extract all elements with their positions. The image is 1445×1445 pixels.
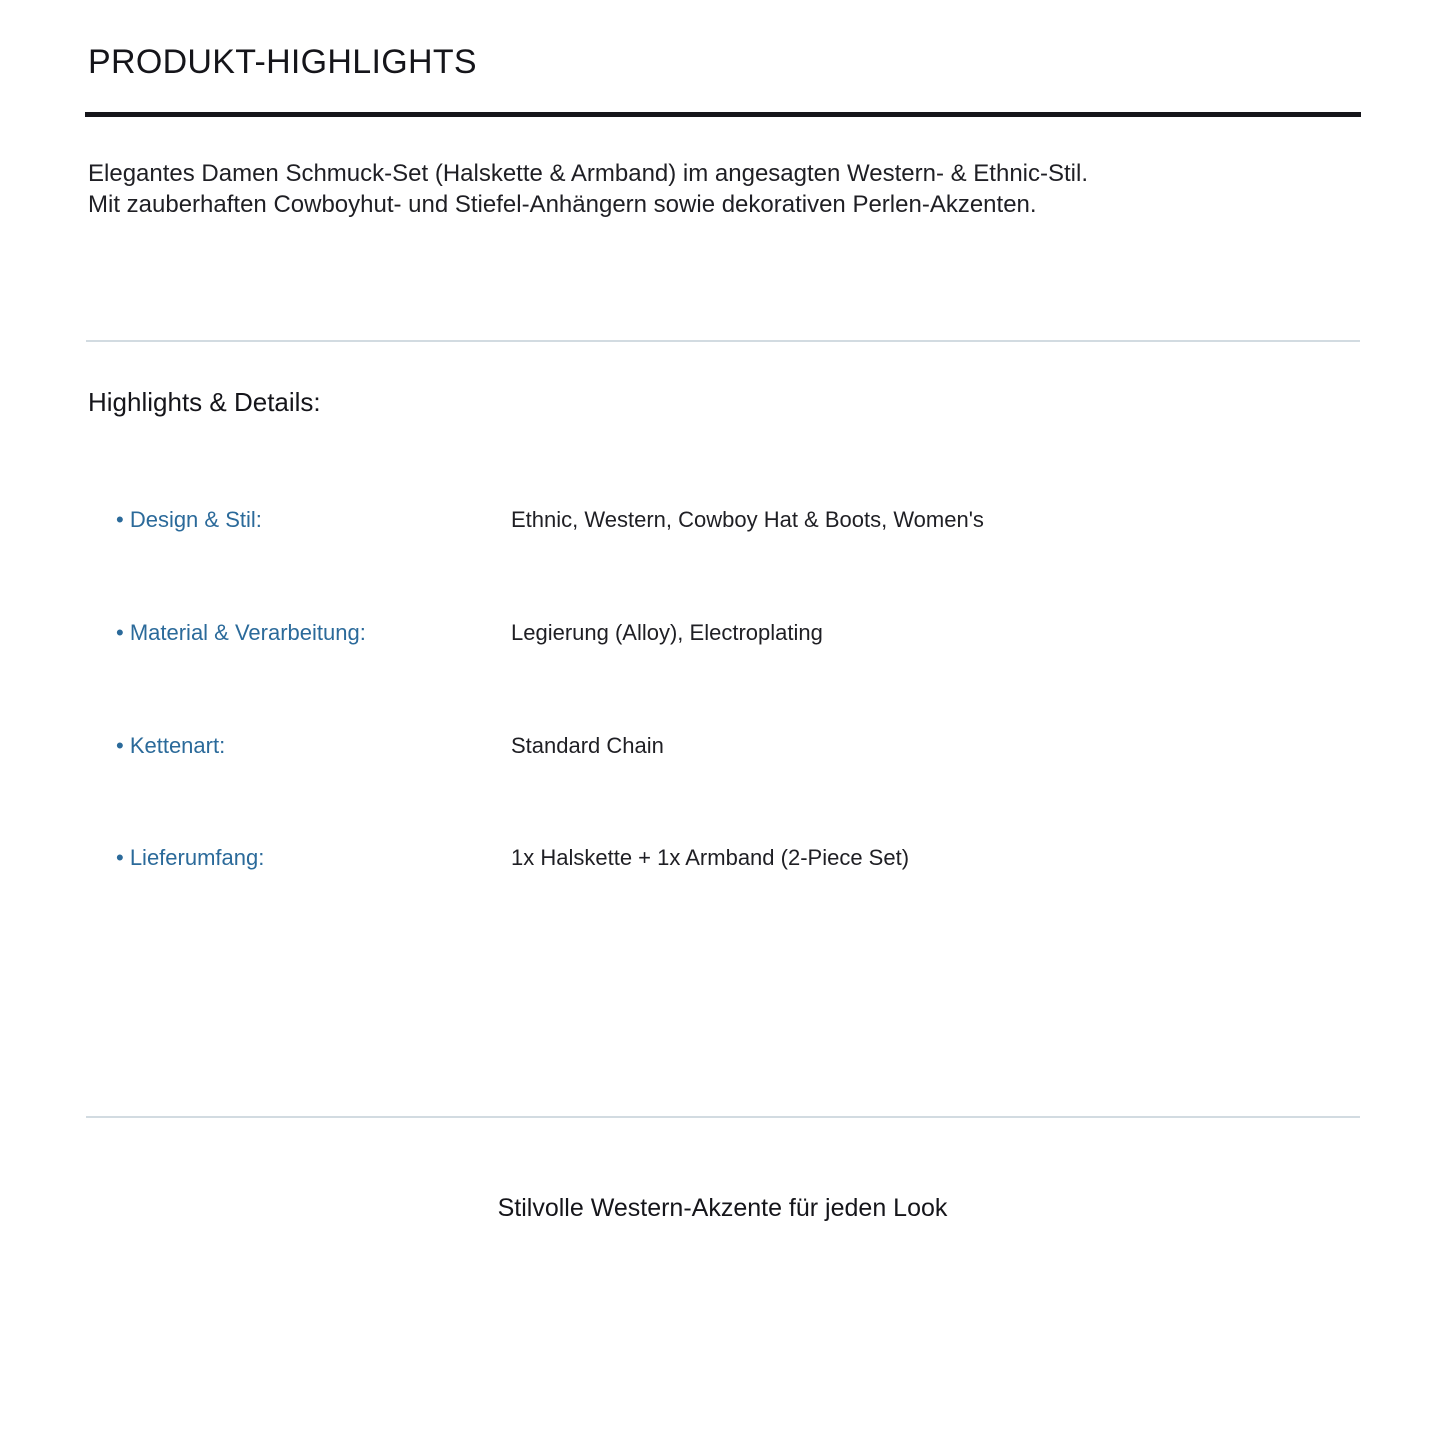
section-divider-bottom xyxy=(86,1116,1360,1118)
detail-row-material xyxy=(116,616,1316,650)
closing-tagline: Stilvolle Western-Akzente für jeden Look xyxy=(497,1194,948,1222)
detail-label-package-contents: • Lieferumfang: xyxy=(116,845,265,870)
details-heading: Highlights & Details: xyxy=(88,387,321,417)
detail-row-package-contents xyxy=(116,841,1316,875)
detail-label-material: • Material & Verarbeitung: xyxy=(116,620,366,645)
detail-value-chain-type: Standard Chain xyxy=(511,733,664,758)
title-underline xyxy=(85,112,1361,117)
section-divider-top xyxy=(86,340,1360,342)
detail-value-package-contents: 1x Halskette + 1x Armband (2-Piece Set) xyxy=(511,845,910,870)
intro-line-1: Elegantes Damen Schmuck-Set (Halskette & Armband) im angesagten Western- & Ethnic-Stil. xyxy=(88,160,1088,187)
detail-row-chain-type xyxy=(116,729,1316,763)
intro-line-2: Mit zauberhaften Cowboyhut- und Stiefel-Anhängern sowie dekorativen Perlen-Akzenten. xyxy=(88,191,1037,218)
detail-value-design: Ethnic, Western, Cowboy Hat & Boots, Women's xyxy=(511,507,984,532)
detail-value-material: Legierung (Alloy), Electroplating xyxy=(511,620,823,645)
detail-row-design xyxy=(116,503,1316,537)
intro-paragraph xyxy=(88,158,1338,220)
detail-label-chain-type: • Kettenart: xyxy=(116,733,226,758)
page-title: PRODUKT-HIGHLIGHTS xyxy=(88,43,477,81)
detail-label-design: • Design & Stil: xyxy=(116,507,262,532)
